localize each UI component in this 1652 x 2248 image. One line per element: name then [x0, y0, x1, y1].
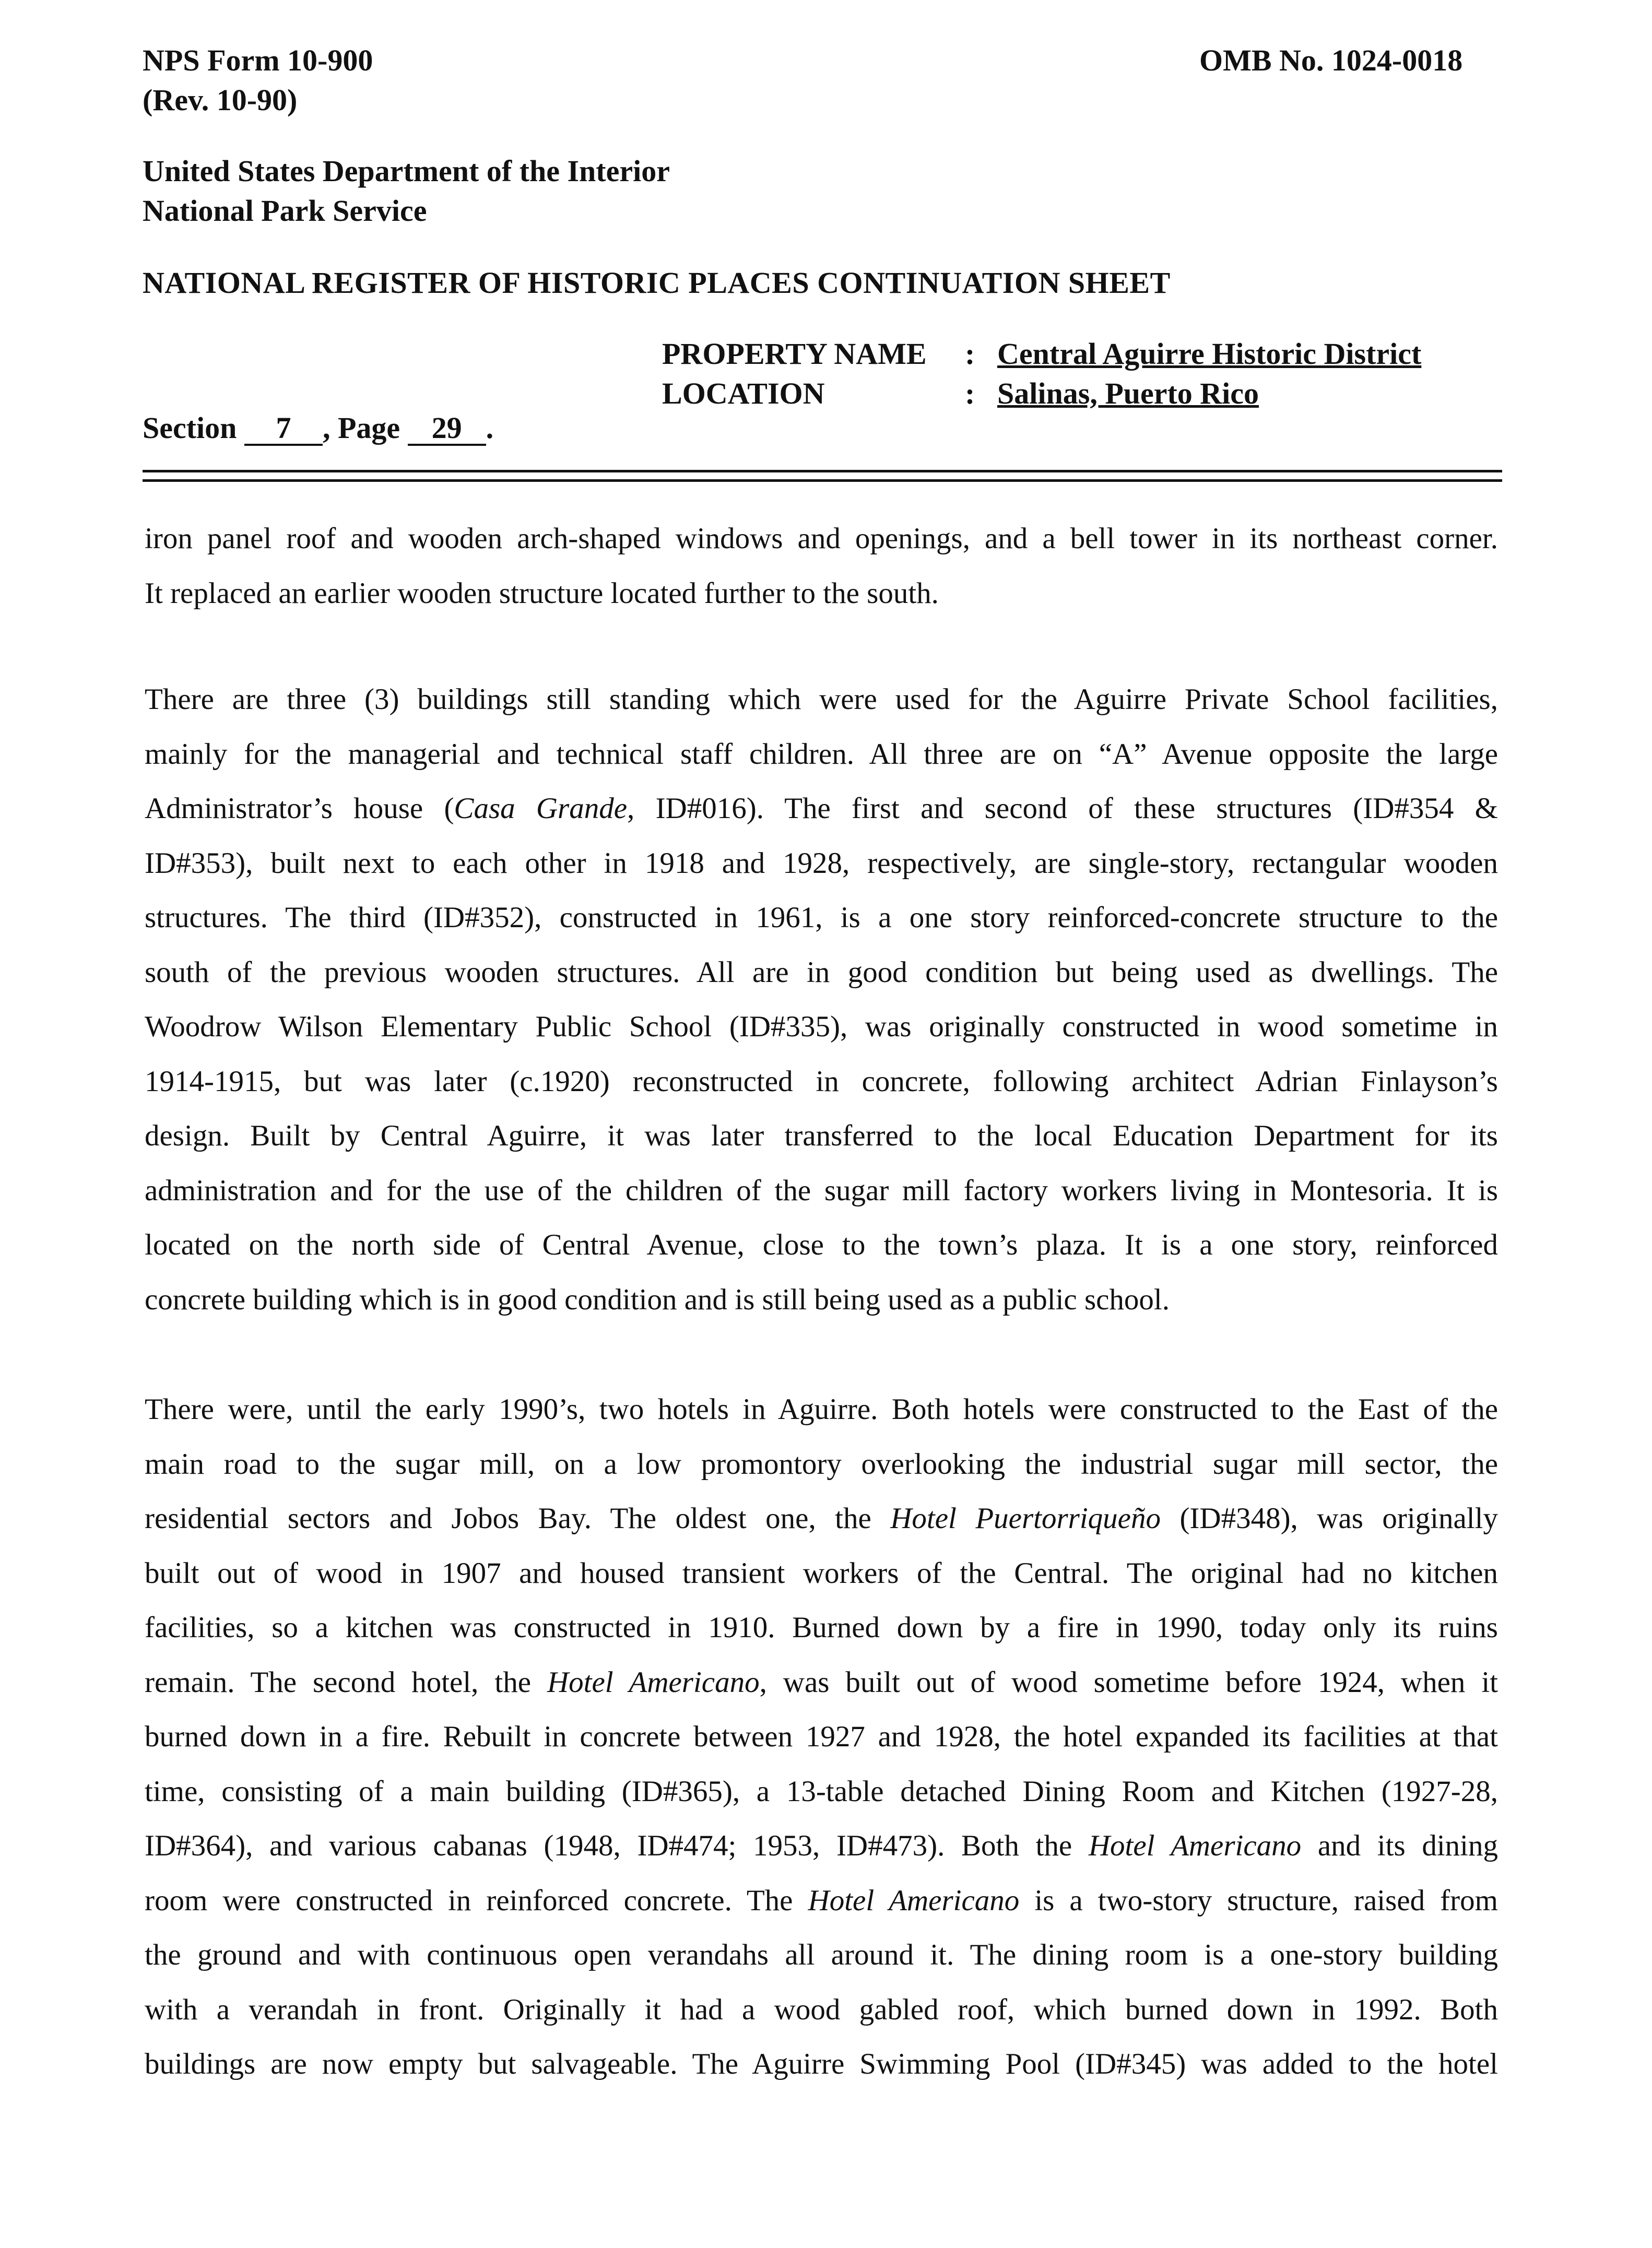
header-divider — [143, 470, 1502, 472]
colon: : — [965, 337, 975, 371]
form-identifier — [143, 41, 373, 120]
italic-title: Hotel Americano — [808, 1884, 1020, 1917]
document-title: NATIONAL REGISTER OF HISTORIC PLACES CONTINUATION SHEET — [143, 266, 1171, 300]
text-line: located on the north side of Central Avenue, close to the town’s plaza. It is a one story, reinforced — [145, 1228, 1498, 1261]
text-line: administration and for the use of the children of the sugar mill factory workers living in Montesoria. It is — [145, 1174, 1498, 1207]
italic-title: Casa Grande — [454, 792, 628, 825]
property-labels — [662, 334, 927, 413]
omb-number: OMB No. 1024-0018 — [1199, 43, 1463, 77]
text-line: burned down in a fire. Rebuilt in concrete between 1927 and 1928, the hotel expanded its facilities at that — [145, 1720, 1498, 1753]
section-label: Section — [143, 411, 237, 445]
text-line: concrete building which is in good condition and is still being used as a public school. — [145, 1283, 1170, 1316]
agency-block — [143, 151, 670, 231]
text-line: Administrator’s house (Casa Grande, ID#016). The first and second of these structures (ID#354 & — [145, 792, 1498, 825]
department-name: United States Department of the Interior — [143, 154, 670, 188]
location-label: LOCATION — [662, 376, 825, 410]
paragraph-3 — [145, 1382, 1498, 2092]
text-line: It replaced an earlier wooden structure located further to the south. — [145, 576, 939, 610]
property-name-label: PROPERTY NAME — [662, 337, 927, 371]
text-line: time, consisting of a main building (ID#365), a 13-table detached Dining Room and Kitchen (1927-28, — [145, 1774, 1498, 1808]
text-line: iron panel roof and wooden arch-shaped windows and openings, and a bell tower in its northeast corner. — [145, 522, 1498, 555]
text-line: 1914-1915, but was later (c.1920) reconstructed in concrete, following architect Adrian Finlayson’s — [145, 1064, 1498, 1098]
service-name: National Park Service — [143, 194, 427, 228]
text-line: Woodrow Wilson Elementary Public School (ID#335), was originally constructed in wood sometime in — [145, 1010, 1498, 1043]
text-line: the ground and with continuous open verandahs all around it. The dining room is a one-story building — [145, 1938, 1498, 1971]
paragraph-1 — [145, 512, 1498, 621]
section-page-line: Section 7 , Page 29 . — [143, 411, 494, 445]
form-revision: (Rev. 10-90) — [143, 83, 298, 117]
property-name-value: Central Aguirre Historic District — [997, 337, 1422, 371]
colon: : — [965, 376, 975, 410]
text-line: buildings are now empty but salvageable. The Aguirre Swimming Pool (ID#345) was added to the hotel — [145, 2048, 1498, 2080]
italic-title: Hotel Americano — [547, 1665, 760, 1699]
property-colons — [965, 334, 975, 413]
text-line: room were constructed in reinforced concrete. The Hotel Americano is a two-story structure, raised from — [145, 1884, 1498, 1917]
text-line: structures. The third (ID#352), constructed in 1961, is a one story reinforced-concrete structure to the — [145, 901, 1498, 934]
property-values — [997, 334, 1421, 413]
text-line: ID#353), built next to each other in 1918 and 1928, respectively, are single-story, rectangular wooden — [145, 846, 1498, 880]
paragraph-2 — [145, 672, 1498, 1327]
text-line: south of the previous wooden structures. All are in good condition but being used as dwellings. The — [145, 955, 1498, 989]
text-line: design. Built by Central Aguirre, it was later transferred to the local Education Department for its — [145, 1119, 1498, 1152]
italic-title: Hotel Puertorriqueño — [890, 1502, 1161, 1535]
location-value: Salinas, Puerto Rico — [997, 376, 1259, 410]
header-divider — [143, 479, 1502, 482]
text-line: with a verandah in front. Originally it had a wood gabled roof, which burned down in 1992. Both — [145, 1993, 1498, 2026]
text-line: There were, until the early 1990’s, two hotels in Aguirre. Both hotels were constructed to the East of the — [145, 1393, 1498, 1426]
text-line: main road to the sugar mill, on a low promontory overlooking the industrial sugar mill sector, the — [145, 1447, 1498, 1481]
page-number: 29 — [408, 412, 486, 446]
italic-title: Hotel Americano — [1088, 1829, 1302, 1862]
text-line: ID#364), and various cabanas (1948, ID#474; 1953, ID#473). Both the Hotel Americano and its dining — [145, 1829, 1498, 1862]
text-line: facilities, so a kitchen was constructed in 1910. Burned down by a fire in 1990, today only its ruins — [145, 1611, 1498, 1644]
text-line: built out of wood in 1907 and housed transient workers of the Central. The original had no kitchen — [145, 1556, 1498, 1590]
text-line: There are three (3) buildings still standing which were used for the Aguirre Private School facilities, — [145, 683, 1498, 716]
form-number: NPS Form 10-900 — [143, 43, 373, 77]
text-line: remain. The second hotel, the Hotel Americano, was built out of wood sometime before 1924, when it — [145, 1665, 1498, 1699]
page-label: Page — [337, 411, 400, 445]
text-line: residential sectors and Jobos Bay. The oldest one, the Hotel Puertorriqueño (ID#348), was originally — [145, 1502, 1498, 1535]
section-number: 7 — [244, 412, 323, 446]
text-line: mainly for the managerial and technical staff children. All three are on “A” Avenue opposite the large — [145, 737, 1498, 771]
